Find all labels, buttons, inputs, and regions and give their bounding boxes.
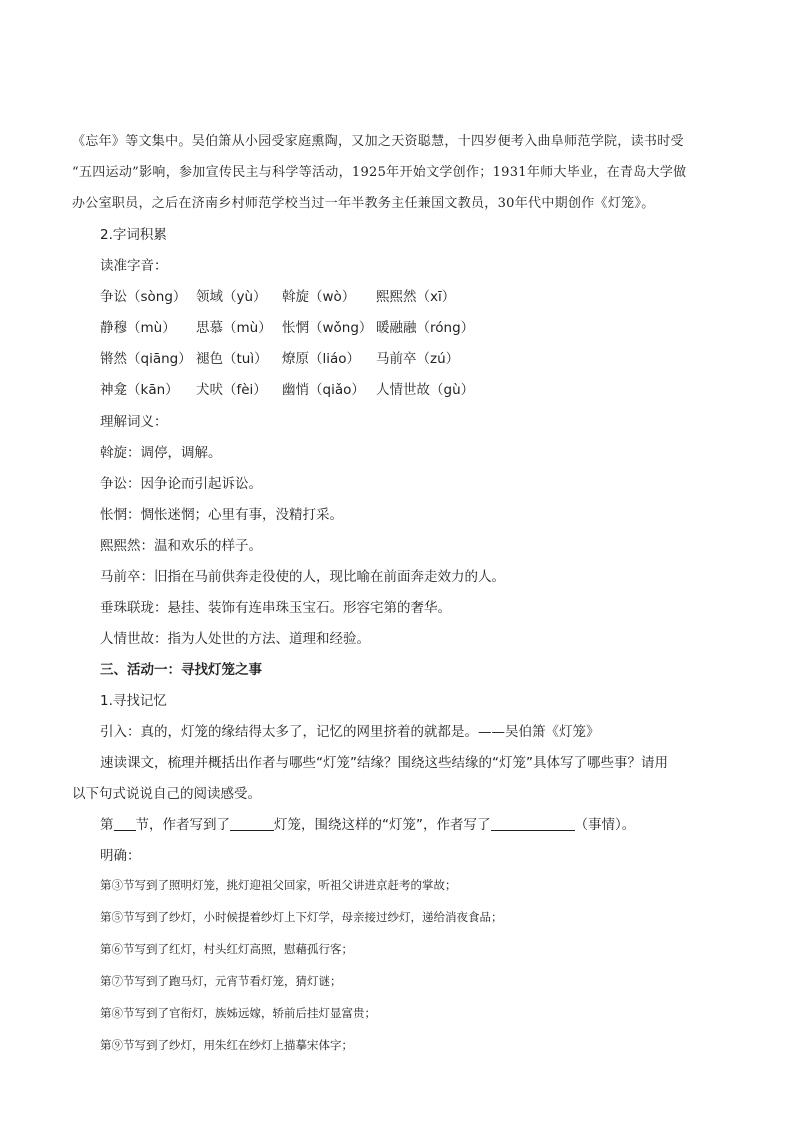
pronunciation-row-2 bbox=[100, 316, 474, 336]
answer-item: 第⑤节写到了纱灯，小时候提着纱灯上下灯学，母亲接过纱灯，递给消夜食品； bbox=[100, 910, 503, 924]
activity-lead: 引入：真的，灯笼的缘结得太多了，记忆的网里挤着的就都是。——吴伯箫《灯笼》 bbox=[100, 724, 600, 740]
word: 静穆（mù） bbox=[100, 320, 176, 336]
meaning-item: 斡旋：调停，调解。 bbox=[100, 445, 222, 461]
activity-heading: 三、活动一：寻找灯笼之事 bbox=[100, 662, 262, 678]
word: 褪色（tuì） bbox=[196, 351, 268, 367]
answer-item: 第⑨节写到了纱灯，用朱红在纱灯上描摹宋体字； bbox=[100, 1038, 353, 1052]
fill-in-sentence: 第 节，作者写到了 灯笼，围绕这样的“灯笼”，作者写了 （事情）。 bbox=[100, 817, 636, 833]
pronunciation-row-3 bbox=[100, 347, 459, 367]
word: 马前卒（zú） bbox=[376, 351, 460, 367]
word: 斡旋（wò） bbox=[282, 289, 356, 305]
pronunciation-row-1 bbox=[100, 285, 455, 305]
meaning-item: 垂珠联珑：悬挂、装饰有连串珠玉宝石。形容宅第的奢华。 bbox=[100, 600, 451, 616]
task-line-2: 以下句式说说自己的阅读感受。 bbox=[72, 786, 261, 802]
word: 争讼（sòng） bbox=[100, 289, 187, 305]
answer-item: 第⑥节写到了红灯，村头红灯高照，慰藉孤行客； bbox=[100, 942, 353, 956]
answer-item: 第⑧节写到了官衔灯，族姊远嫁，轿前后挂灯显富贵； bbox=[100, 1006, 376, 1020]
word: 熙熙然（xī） bbox=[376, 289, 456, 305]
pronunciation-row-4 bbox=[100, 378, 474, 398]
meaning-item: 怅惘：惆怅迷惘；心里有事，没精打采。 bbox=[100, 507, 343, 523]
word: 人情世故（gù） bbox=[376, 382, 475, 398]
intro-line-2: “五四运动”影响，参加宣传民主与科学等活动，1925年开始文学创作；1931年师大毕业，在青岛大学做 bbox=[72, 165, 687, 180]
intro-line-3: 办公室职员，之后在济南乡村师范学校当过一年半教务主任兼国文教员，30年代中期创作《灯笼》。 bbox=[72, 196, 655, 211]
task-line-1: 速读课文，梳理并概括出作者与哪些“灯笼”结缘？围绕这些结缘的“灯笼”具体写了哪些事？请用 bbox=[100, 755, 668, 771]
blank-event[interactable] bbox=[491, 816, 575, 831]
blank-lantern[interactable] bbox=[230, 816, 274, 831]
word: 幽悄（qiǎo） bbox=[282, 382, 365, 398]
meaning-label: 理解词义： bbox=[100, 414, 168, 430]
answer-item: 第③节写到了照明灯笼，挑灯迎祖父回家，听祖父讲进京赶考的掌故； bbox=[100, 878, 457, 892]
word: 思慕（mù） bbox=[196, 320, 272, 336]
word: 暖融融（róng） bbox=[376, 320, 475, 336]
word: 领域（yù） bbox=[196, 289, 267, 305]
vocab-heading: 2.字词积累 bbox=[100, 227, 167, 243]
blank-section[interactable] bbox=[114, 816, 136, 831]
word: 怅惘（wǒng） bbox=[282, 320, 373, 336]
word: 神龛（kān） bbox=[100, 382, 179, 398]
meaning-item: 人情世故：指为人处世的方法、道理和经验。 bbox=[100, 631, 370, 647]
word: 犬吠（fèi） bbox=[196, 382, 267, 398]
intro-line-1: 《忘年》等文集中。吴伯箫从小园受家庭熏陶，又加之天资聪慧，十四岁便考入曲阜师范学院，读书时受 bbox=[72, 134, 684, 149]
meaning-item: 马前卒：旧指在马前供奔走役使的人，现比喻在前面奔走效力的人。 bbox=[100, 569, 505, 585]
activity-subheading: 1.寻找记忆 bbox=[100, 693, 167, 709]
answer-label: 明确： bbox=[100, 848, 141, 864]
word: 锵然（qiāng） bbox=[100, 351, 192, 367]
answer-item: 第⑦节写到了跑马灯，元宵节看灯笼，猜灯谜； bbox=[100, 974, 342, 988]
pronunciation-label: 读准字音： bbox=[100, 258, 168, 274]
meaning-item: 争讼：因争论而引起诉讼。 bbox=[100, 476, 262, 492]
word: 燎原（liáo） bbox=[282, 351, 361, 367]
meaning-item: 熙熙然：温和欢乐的样子。 bbox=[100, 538, 262, 554]
